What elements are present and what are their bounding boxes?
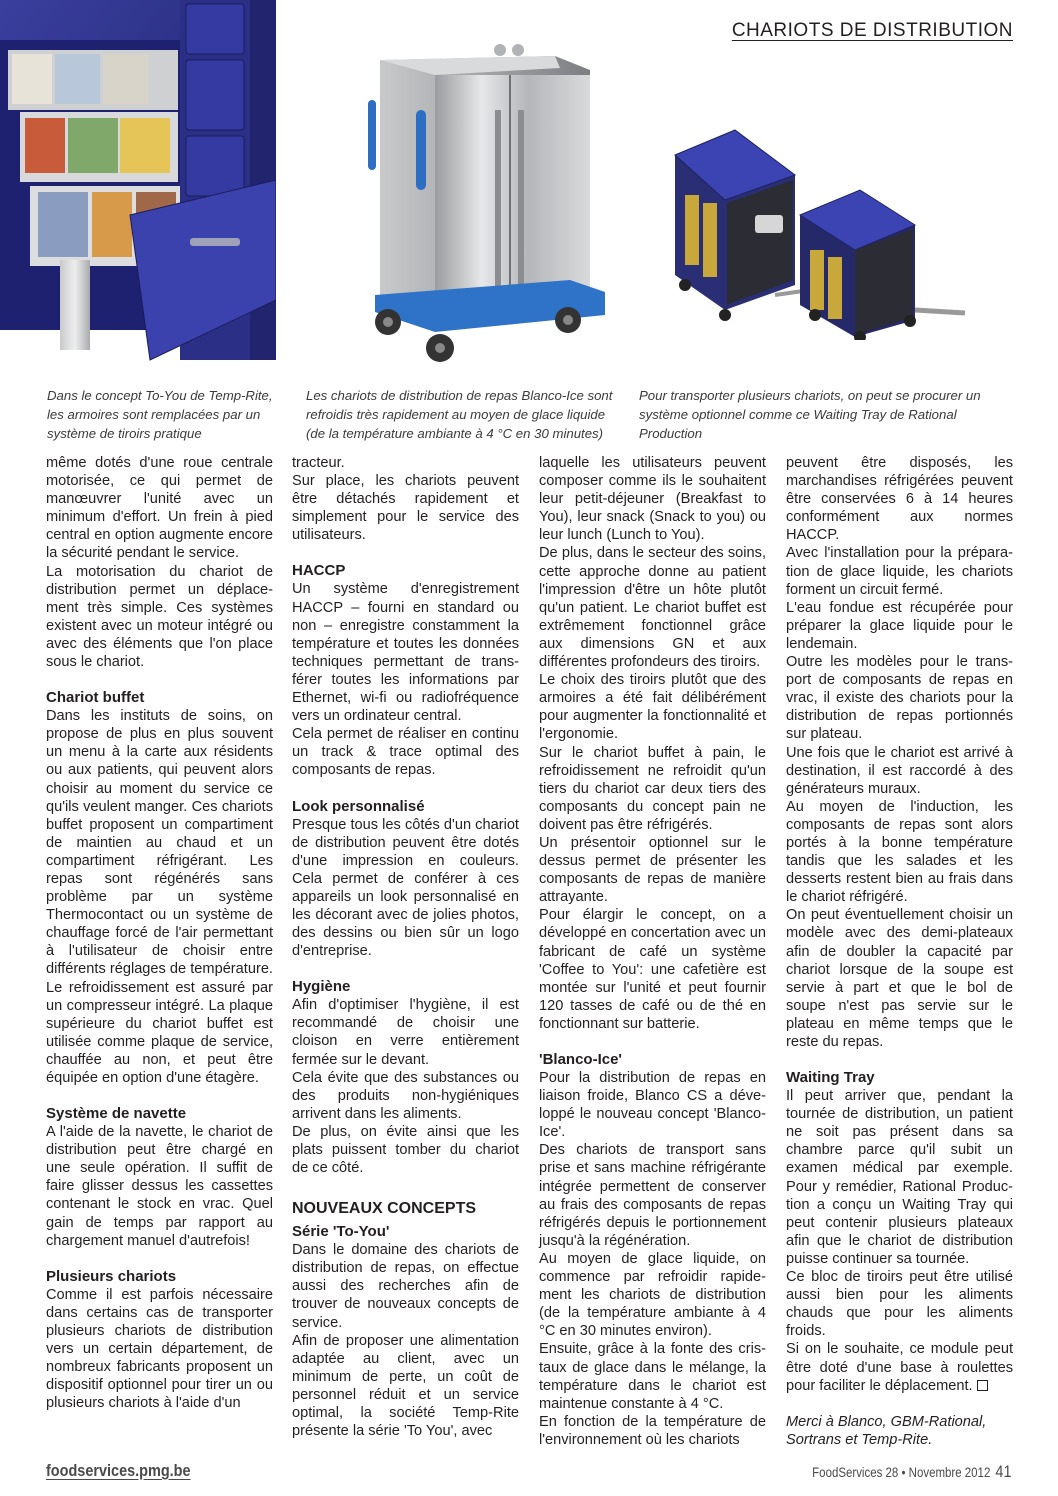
issue-label: FoodServices 28 • Novembre 2012 [812, 1465, 991, 1480]
footer-issue-info [813, 1462, 1012, 1482]
paragraph: Presque tous les côtés d'un chariot de distribution peuvent être dotés d'une impression en couleurs. Cela permet de conférer à ces appareils un look personnalisé en les décorant avec de jolies photos, des dessins ou bien sûr un logo d'entreprise. [292, 816, 519, 960]
paragraph: Au moyen de l'induction, les composants de repas sont alors portés à la bonne température tandis que les salades et les desserts restent bien au frais dans le chariot réfrigéré. [786, 798, 1013, 906]
subheading-look-personnalise: Look personnalisé [292, 797, 425, 815]
caption-blanco-ice: Les chariots de distribution de repas Blanco-Ice sont refroidis très rapidement au moyen de glace liquide (de la température ambiante à 4 °C en 30 minutes) [306, 388, 613, 441]
paragraph: En fonction de la température de l'environnement où les chariots [539, 1413, 766, 1448]
paragraph-text: Si on le souhaite, ce module peut être doté d'une base à roulettes pour faciliter le déplacement. [786, 1341, 1013, 1394]
paragraph: Dans le domaine des chariots de distribution de repas, on effectue aussi des recherches afin de trouver de nouveaux concepts de service. [292, 1242, 519, 1331]
caption-temp-rite: Dans le concept To-You de Temp-Rite, les armoires sont remplacées par un système de tiroirs pratique [47, 388, 273, 441]
subheading-hygiene: Hygiène [292, 978, 351, 996]
paragraph: Sur place, les chariots peuvent être détachés rapidement et simplement pour le service des utilisateurs. [292, 473, 519, 544]
page-number: 41 [995, 1462, 1012, 1481]
article-column-3 [539, 454, 766, 1449]
paragraph: De plus, dans le secteur des soins, cette approche donne au patient l'impression d'être un hôte plutôt qu'un patient. Le chariot buffet est extrêmement fonctionnel grâce aux dimensions GN et aux différentes profondeurs des tiroirs. [539, 545, 766, 671]
paragraph: Dans les instituts de soins, on propose de plus en plus souvent un menu à la carte aux résidents ou aux patients, qui peuvent alors choisir au moment du service ce qu'ils veulent manger. Ces chariots buffet proposent un compartiment de maintien au chaud et un compartiment réfrigérant. Les repas sont régénérés sans problème par un système Thermocontact ou un système de chauffage forcé de l'air permettant à l'utilisateur de choisir entre différents réglages de température. Le refroidissement est assuré par un compresseur intégré. La plaque supérieure du chariot buffet est utilisée comme plaque de service, chauffée au non, et peut être équipée en option d'une étagère. [46, 708, 273, 1086]
section-title: CHARIOTS DE DISTRIBUTION [731, 20, 1013, 41]
paragraph: De plus, on évite ainsi que les plats puissent tomber du chariot de ce côté. [292, 1123, 519, 1177]
paragraph: Comme il est parfois nécessaire dans certains cas de transporter plusieurs chariots de distribution vers un certain département, de nombreux fabricants proposent un dispositif optionnel pour tirer un ou plusieurs chariots à l'aide d'un [46, 1286, 273, 1412]
paragraph: Une fois que le chariot est arrivé à destination, il est raccordé à des générateurs muraux. [786, 744, 1013, 797]
subheading-waiting-tray: Waiting Tray [786, 1069, 875, 1087]
subheading-serie-to-you: Série 'To-You' [292, 1223, 390, 1241]
paragraph: On peut éventuellement choisir un modèle avec des demi-plateaux afin de doubler la capacité par chariot lorsque de la soupe est servie à part et que le bol de soupe n'est pas servie sur le plateau en même temps que le reste du repas. [786, 907, 1013, 1050]
paragraph: Sur le chariot buffet à pain, le refroidissement ne refroidit qu'un tiers du chariot car deux tiers des composants du concept pain ne doivent pas être réfrigérés. [539, 744, 766, 833]
paragraph: Ensuite, grâce à la fonte des cristaux de glace dans le mélange, la température dans le chariot est maintenue constante à 4 °C. [539, 1341, 766, 1412]
paragraph [786, 1340, 1013, 1394]
acknowledgements: Merci à Blanco, GBM-Rational, Sortrans et Temp-Rite. [786, 1413, 987, 1448]
paragraph: même dotés d'une roue centrale motorisée, ce qui permet de manœuvrer l'unité avec un minimum d'effort. Un frein à pied central en option augmente encore la sécurité pendant le service. [46, 455, 273, 562]
paragraph: Un présentoir optionnel sur le dessus permet de présenter les composants de repas de manière attrayante. [539, 834, 766, 906]
subheading-haccp: HACCP [292, 562, 346, 580]
article-column-2 [292, 454, 519, 1440]
paragraph: L'eau fondue est récupérée pour préparer la glace liquide pour le lendemain. [786, 599, 1013, 652]
subheading-blanco-ice: 'Blanco-Ice' [539, 1051, 622, 1068]
paragraph: Afin de proposer une alimentation adaptée au client, avec un minimum de perte, un coût de personnel réduit et un service optimal, la société Temp-Rite présente la série 'To You', avec [292, 1332, 519, 1440]
waiting-tray-carts-photo [665, 125, 985, 340]
end-of-article-icon [977, 1380, 988, 1391]
paragraph: Cela permet de réaliser en continu un track & trace optimal des composants de repas. [292, 726, 519, 779]
paragraph: Au moyen de glace liquide, on commence par refroidir rapidement les chariots de distribution (de la température ambiante à 4 °C en 30 minutes environ). [539, 1250, 766, 1340]
subheading-chariot-buffet: Chariot buffet [46, 689, 145, 707]
subheading-systeme-navette: Système de navette [46, 1105, 187, 1123]
caption-waiting-tray: Pour transporter plusieurs chariots, on peut se procurer un système optionnel comme ce Waiting Tray de Rational Production [639, 388, 981, 441]
paragraph: A l'aide de la navette, le chariot de distribution peut être chargé en une seule opération. Il suffit de faire glisser dessus les cassettes contenant le stock en vrac. Quel gain de temps par rapport au chargement manuel d'autrefois! [46, 1124, 273, 1249]
paragraph: laquelle les utilisateurs peuvent composer comme ils le souhaitent leur petit-déjeuner (Breakfast to You), leur snack (Snack to you) ou leur lunch (Lunch to You). [539, 455, 766, 544]
paragraph: Outre les modèles pour le transport de composants de repas en vrac, il existe des chariots pour la distribution de repas portionnés sur plateau. [786, 654, 1013, 743]
paragraph: Afin d'optimiser l'hygiène, il est recommandé de choisir une cloison en verre entièrement fermée sur le devant. [292, 997, 519, 1068]
paragraph: Des chariots de transport sans prise et sans machine réfrigérante intégrée permettent de conserver au frais des composants de repas réfrigérés depuis le portionnement jusqu'à la régénération. [539, 1142, 766, 1249]
paragraph: Un système d'enregistrement HACCP – fourni en standard ou non – enregistre constamment la température et toutes les données techniques permettant de transférer toutes les informations par Ethernet, wi-fi ou radiofréquence vers un ordinateur central. [292, 581, 519, 725]
temp-rite-drawer-photo [0, 0, 276, 365]
subheading-plusieurs-chariots: Plusieurs chariots [46, 1267, 177, 1285]
paragraph: Le choix des tiroirs plutôt que des armoires a été fait délibérément pour augmenter la fonctionnalité et l'ergonomie. [539, 672, 766, 743]
footer-website-link[interactable]: foodservices.pmg.be [46, 1461, 191, 1480]
blanco-ice-cart-photo [350, 40, 620, 365]
article-column-1 [46, 454, 273, 1412]
paragraph: Pour la distribution de repas en liaison froide, Blanco CS a développé le nouveau concept 'Blanco-Ice'. [539, 1070, 766, 1141]
paragraph: Avec l'installation pour la préparation de glace liquide, les chariots forment un circuit fermé. [786, 545, 1013, 598]
paragraph: La motorisation du chariot de distribution permet un déplacement très simple. Ces systèmes existent avec un moteur intégré ou avec des éléments que l'on place sous le chariot. [46, 563, 273, 671]
paragraph: tracteur. [292, 455, 345, 471]
heading-nouveaux-concepts: NOUVEAUX CONCEPTS [292, 1200, 477, 1218]
paragraph: Cela évite que des substances ou des produits non-hygiéniques arrivent dans les aliments. [292, 1069, 519, 1122]
paragraph: Ce bloc de tiroirs peut être utilisé aussi bien pour les aliments chauds que pour les aliments froids. [786, 1269, 1013, 1340]
paragraph: Il peut arriver que, pendant la tournée de distribution, un patient ne soit pas présent dans sa chambre parce qu'il subit un examen médical par exemple. Pour y remédier, Rational Production a conçu un Waiting Tray qui peut contenir plusieurs plateaux afin que le chariot de distribution puisse continuer sa tournée. [786, 1088, 1013, 1267]
paragraph: peuvent être disposés, les marchandises réfrigérées peuvent être conservées 6 à 14 heures conformément aux normes HACCP. [786, 455, 1013, 544]
article-column-4 [786, 454, 1013, 1449]
paragraph: Pour élargir le concept, on a développé en concertation avec un fabricant de café un système 'Coffee to You': une cafetière est montée sur l'unité et peut fournir 120 tasses de café ou de thé en fonctionnant sur batterie. [539, 907, 766, 1032]
